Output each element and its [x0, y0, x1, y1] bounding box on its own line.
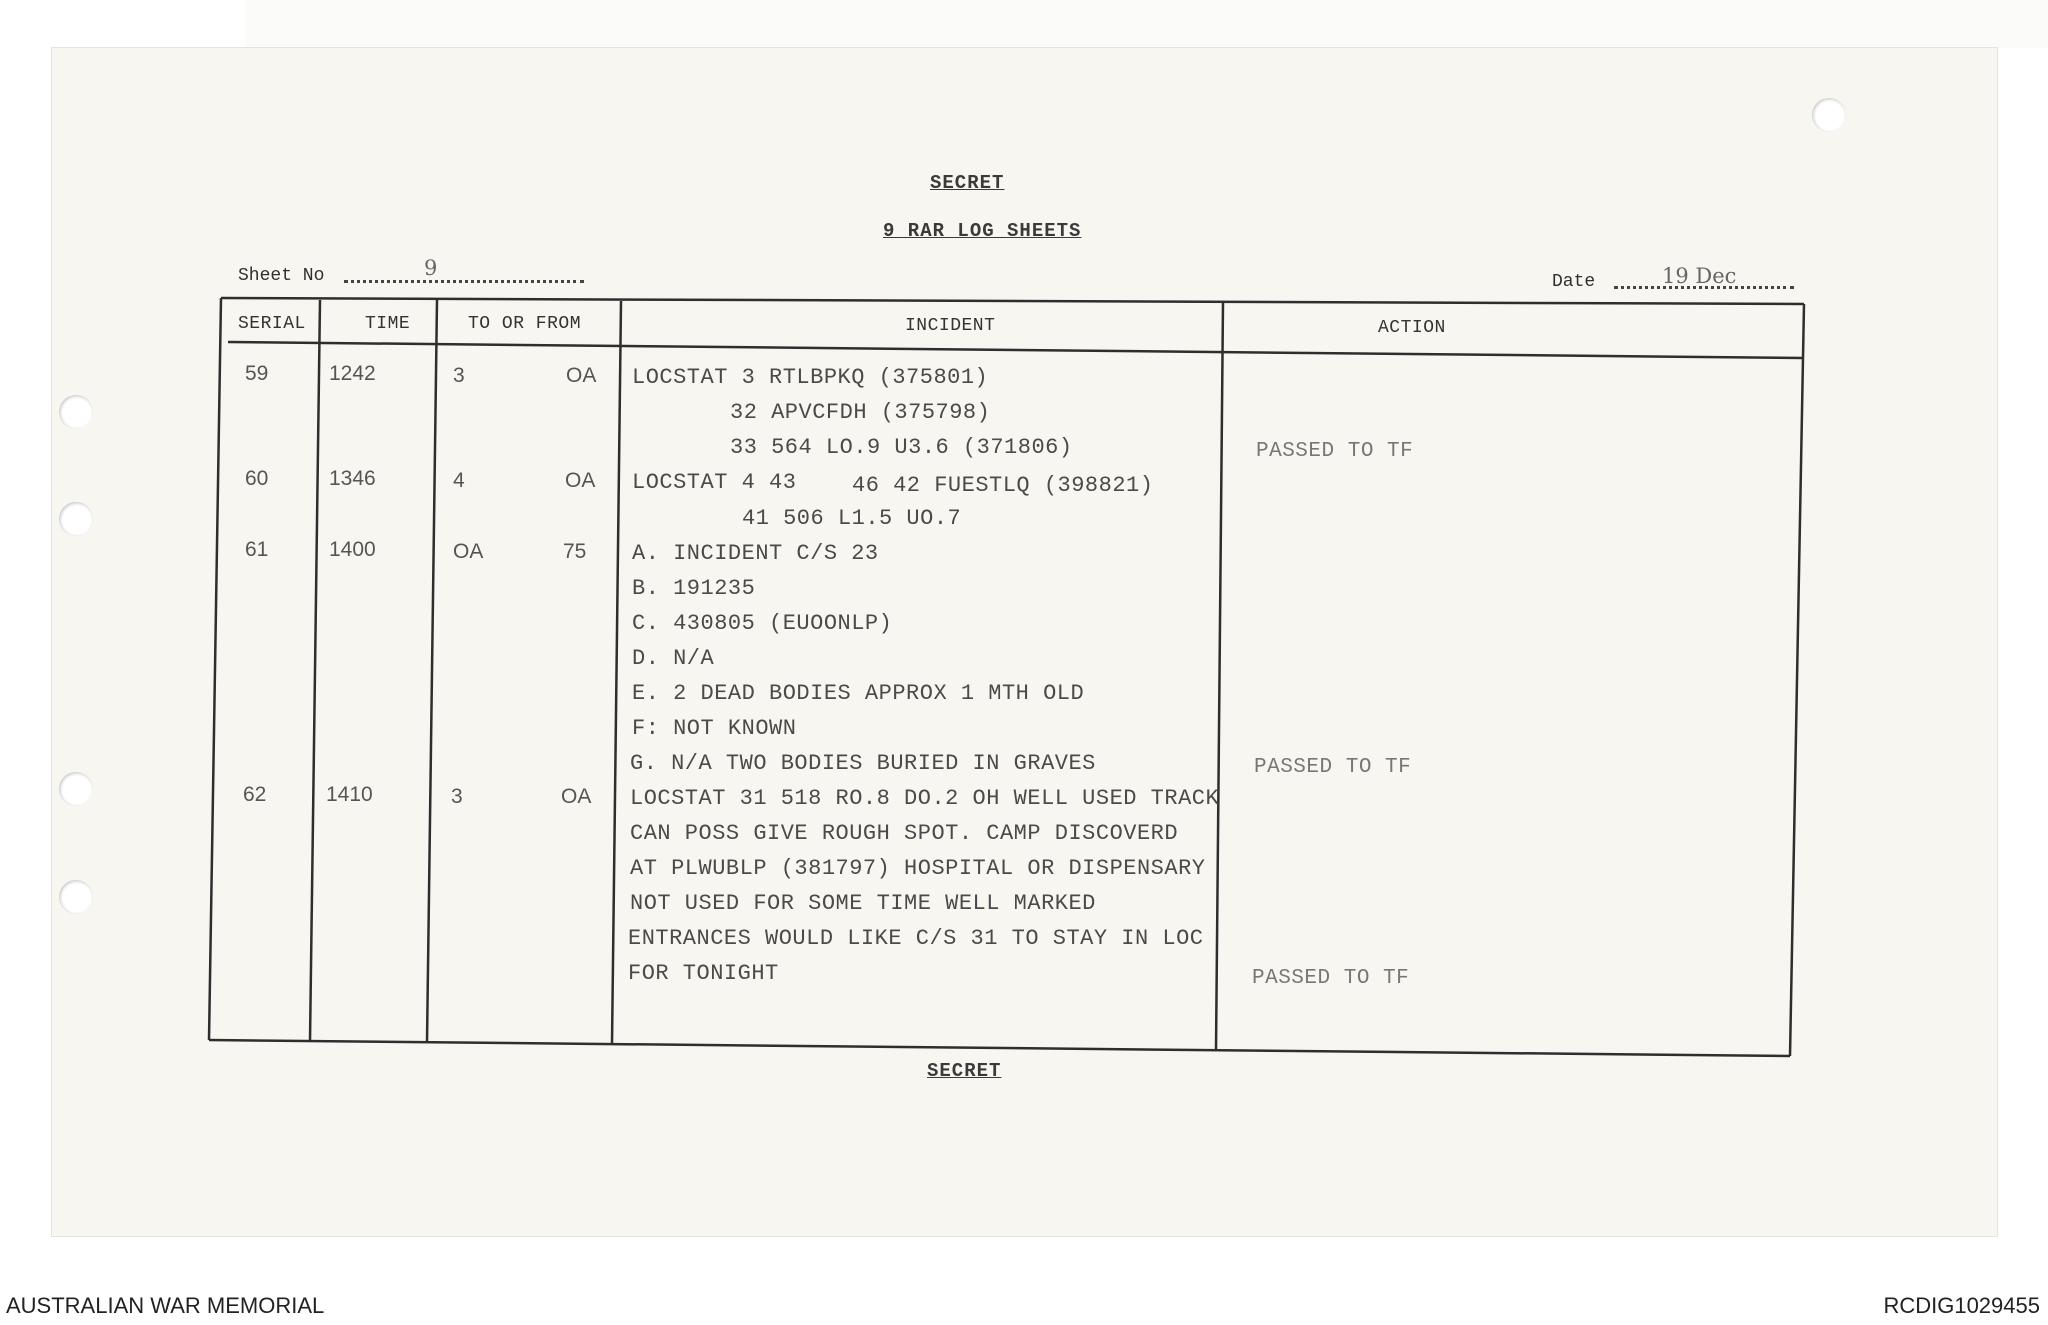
incident-line: D. N/A [632, 646, 715, 671]
incident-line: CAN POSS GIVE ROUGH SPOT. CAMP DISCOVERD [630, 821, 1179, 846]
incident-line: G. N/A TWO BODIES BURIED IN GRAVES [630, 751, 1096, 776]
incident-line: ENTRANCES WOULD LIKE C/S 31 TO STAY IN LOC [628, 926, 1204, 951]
header-incident: INCIDENT [905, 316, 996, 336]
incident-line: AT PLWUBLP (381797) HOSPITAL OR DISPENSARY [630, 856, 1206, 881]
classification-bottom: SECRET [927, 1060, 1002, 1082]
incident-line: NOT USED FOR SOME TIME WELL MARKED [630, 891, 1096, 916]
incident-line: LOCSTAT 3 RTLBPKQ (375801) [632, 365, 989, 390]
date-label: Date [1552, 272, 1596, 292]
row-59-from: OA [566, 364, 597, 387]
row-62-from: OA [561, 785, 592, 808]
date-value: 19 Dec [1662, 264, 1737, 288]
incident-line: B. 191235 [632, 576, 756, 601]
incident-line: C. 430805 (EUOONLP) [632, 611, 893, 636]
header-time: TIME [365, 314, 411, 334]
row-59-serial: 59 [245, 362, 269, 385]
row-59-time: 1242 [329, 362, 376, 385]
incident-line: LOCSTAT 31 518 RO.8 DO.2 OH WELL USED TRACK [630, 786, 1220, 811]
action-entry: PASSED TO TF [1252, 967, 1410, 990]
row-60-from: OA [565, 469, 596, 492]
row-61-time: 1400 [329, 538, 376, 561]
action-entry: PASSED TO TF [1254, 756, 1412, 779]
classification-top: SECRET [930, 172, 1005, 194]
action-entry: PASSED TO TF [1256, 440, 1414, 463]
document-title: 9 RAR LOG SHEETS [883, 220, 1082, 242]
row-62-to: 3 [451, 785, 463, 808]
row-60-time: 1346 [329, 467, 376, 490]
row-61-serial: 61 [245, 538, 269, 561]
row-61-from: 75 [563, 540, 587, 563]
incident-line: 46 42 FUESTLQ (398821) [852, 473, 1154, 498]
incident-line: LOCSTAT 4 43 [632, 470, 797, 495]
incident-line: E. 2 DEAD BODIES APPROX 1 MTH OLD [632, 681, 1085, 706]
sheet-no-value: 9 [424, 256, 438, 280]
header-action: ACTION [1378, 318, 1446, 338]
incident-line: 33 564 LO.9 U3.6 (371806) [730, 435, 1073, 460]
row-62-serial: 62 [243, 783, 267, 806]
incident-line: 32 APVCFDH (375798) [730, 400, 991, 425]
row-59-to: 3 [453, 364, 465, 387]
incident-line: F: NOT KNOWN [632, 716, 797, 741]
archive-footer-left: AUSTRALIAN WAR MEMORIAL [6, 1293, 325, 1318]
sheet-no-label: Sheet No [238, 266, 325, 286]
row-62-time: 1410 [326, 783, 373, 806]
incident-line: FOR TONIGHT [628, 961, 779, 986]
row-60-to: 4 [453, 469, 465, 492]
incident-line: 41 506 L1.5 UO.7 [742, 506, 962, 531]
row-61-to: OA [453, 540, 484, 563]
incident-line: A. INCIDENT C/S 23 [632, 541, 879, 566]
header-serial: SERIAL [238, 314, 306, 334]
archive-footer-right: RCDIG1029455 [1883, 1293, 2040, 1318]
header-to-or-from: TO OR FROM [468, 314, 582, 334]
row-60-serial: 60 [245, 467, 269, 490]
